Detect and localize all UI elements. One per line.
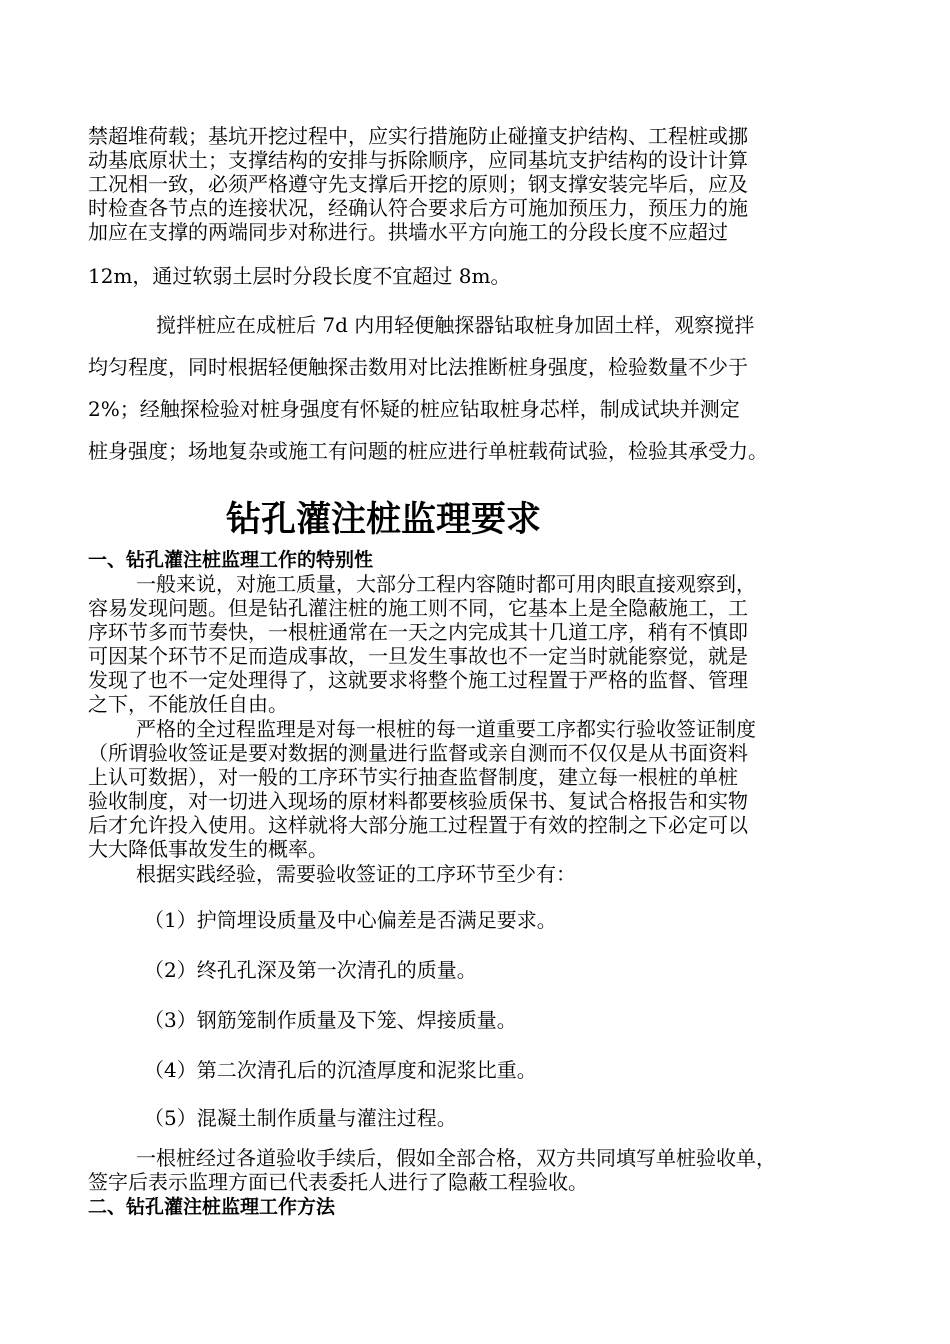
paragraph-experience	[88, 862, 878, 886]
paragraph-acceptance	[88, 1146, 878, 1194]
paragraph-excavation-last-line: 12m，通过软弱土层时分段长度不宜超过 8m。	[88, 264, 511, 288]
text-line: 桩身强度；场地复杂或施工有问题的桩应进行单桩载荷试验，检验其承受力。	[88, 439, 768, 463]
list-item: （2）终孔孔深及第一次清孔的质量。	[144, 958, 477, 982]
text-line: 验收制度，对一切进入现场的原材料都要核验质保书、复试合格报告和实物	[88, 789, 748, 813]
text-line: 加应在支撑的两端同步对称进行。拱墙水平方向施工的分段长度不应超过	[88, 220, 728, 244]
text-line: 搅拌桩应在成桩后 7d 内用轻便触探器钻取桩身加固土样，观察搅拌	[156, 313, 755, 337]
text-line: 严格的全过程监理是对每一根桩的每一道重要工序都实行验收签证制度	[136, 717, 756, 741]
text-line: 序环节多而节奏快，一根桩通常在一天之内完成其十几道工序，稍有不慎即	[88, 620, 748, 644]
text-line: 禁超堆荷载；基坑开挖过程中，应实行措施防止碰撞支护结构、工程桩或挪	[88, 124, 748, 148]
paragraph-particularity	[88, 572, 878, 716]
section-heading-1: 一、钻孔灌注桩监理工作的特别性	[88, 549, 374, 571]
text-line: 可因某个环节不足而造成事故，一旦发生事故也不一定当时就能察觉，就是	[88, 644, 748, 668]
text-line: 发现了也不一定处理得了，这就要求将整个施工过程置于严格的监督、管理	[88, 668, 748, 692]
text-line: 容易发现问题。但是钻孔灌注桩的施工则不同，它基本上是全隐蔽施工，工	[88, 596, 748, 620]
text-line: 工况相一致，必须严格遵守先支撑后开挖的原则；钢支撑安装完毕后，应及	[88, 172, 748, 196]
paragraph-full-process	[88, 717, 878, 861]
text-line: 一根桩经过各道验收手续后，假如全部合格，双方共同填写单桩验收单，	[136, 1146, 776, 1170]
text-line: 上认可数据），对一般的工序环节实行抽查监督制度，建立每一根桩的单桩	[88, 765, 738, 789]
text-line: 后才允许投入使用。这样就将大部分施工过程置于有效的控制之下必定可以	[88, 813, 748, 837]
list-item: （1）护筒埋设质量及中心偏差是否满足要求。	[144, 908, 557, 932]
list-item: （3）钢筋笼制作质量及下笼、焊接质量。	[144, 1008, 517, 1032]
page-title: 钻孔灌注桩监理要求	[226, 499, 542, 540]
list-item: （4）第二次清孔后的沉渣厚度和泥浆比重。	[144, 1058, 537, 1082]
section-heading-2: 二、钻孔灌注桩监理工作方法	[88, 1196, 336, 1218]
text-line: 均匀程度，同时根据轻便触探击数用对比法推断桩身强度，检验数量不少于	[88, 355, 748, 379]
text-line: 大大降低事故发生的概率。	[88, 837, 328, 861]
paragraph-excavation	[88, 124, 878, 244]
text-line: 时检查各节点的连接状况，经确认符合要求后方可施加预压力，预压力的施	[88, 196, 748, 220]
text-line: 根据实践经验，需要验收签证的工序环节至少有：	[136, 862, 576, 886]
paragraph-mixing-pile	[88, 304, 878, 472]
text-line: 之下，不能放任自由。	[88, 692, 288, 716]
text-line: 2%；经触探检验对桩身强度有怀疑的桩应钻取桩身芯样，制成试块并测定	[88, 397, 740, 421]
text-line: （所谓验收签证是要对数据的测量进行监督或亲自测而不仅仅是从书面资料	[88, 741, 748, 765]
text-line: 动基底原状土；支撑结构的安排与拆除顺序，应同基坑支护结构的设计计算	[88, 148, 748, 172]
text-line: 签字后表示监理方面已代表委托人进行了隐蔽工程验收。	[88, 1170, 588, 1194]
text-line: 一般来说，对施工质量，大部分工程内容随时都可用肉眼直接观察到，	[136, 572, 756, 596]
list-item: （5）混凝土制作质量与灌注过程。	[144, 1106, 457, 1130]
